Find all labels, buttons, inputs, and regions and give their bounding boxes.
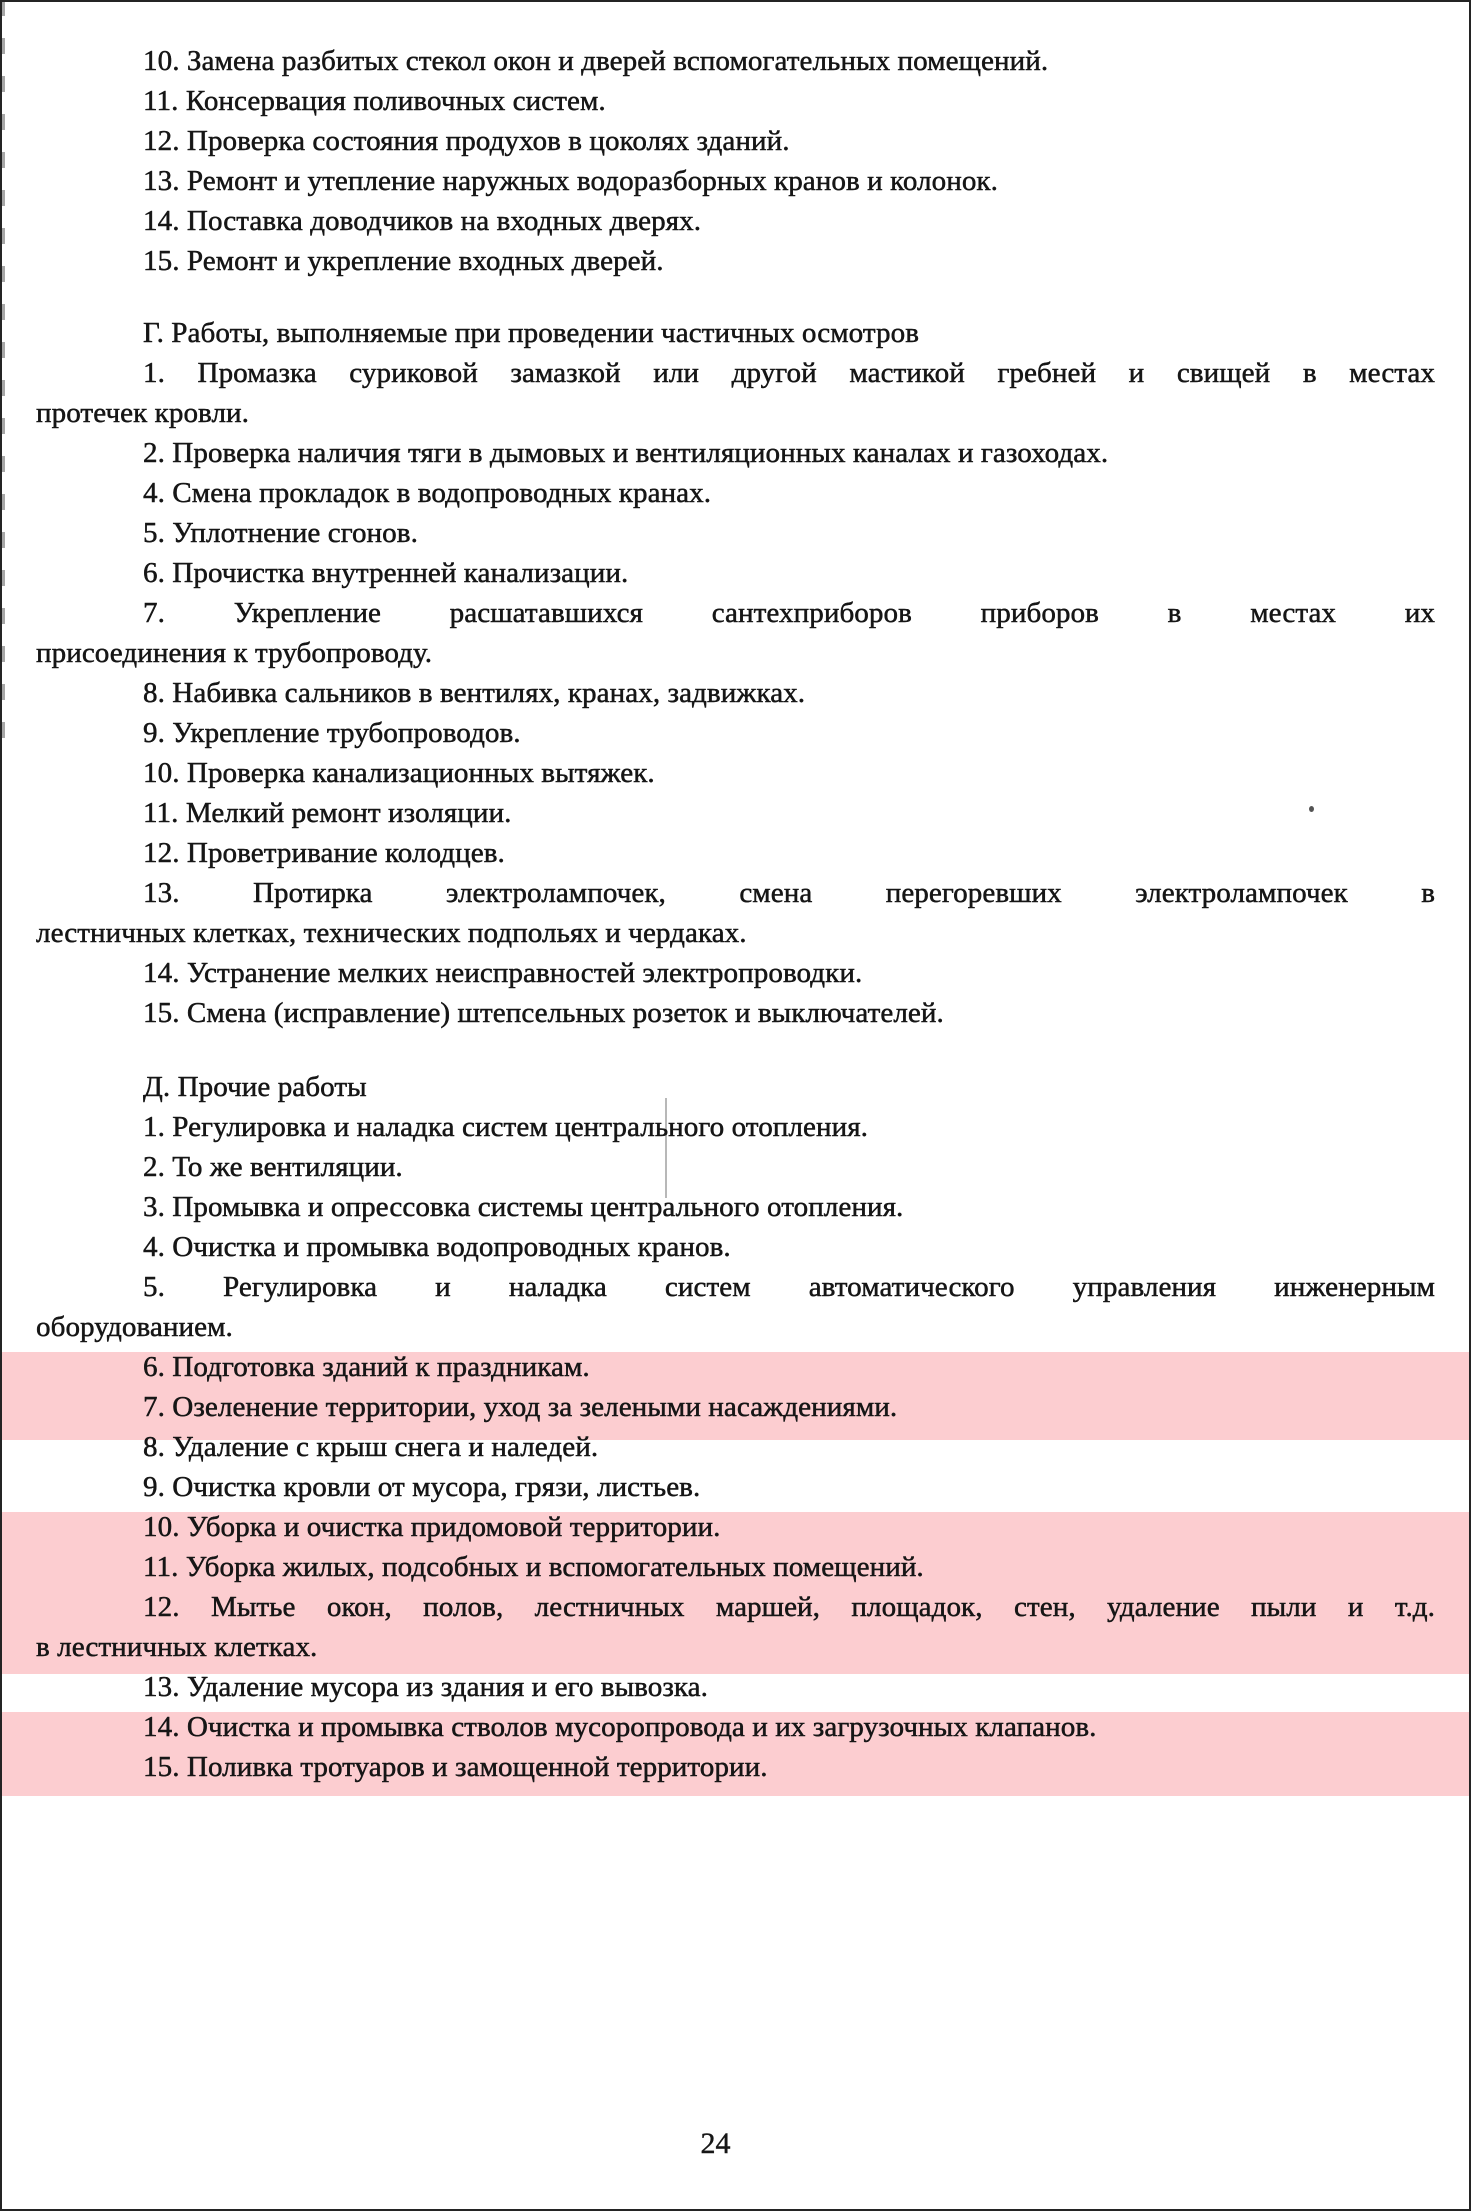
list-item: 6. Прочистка внутренней канализации. xyxy=(143,557,629,589)
list-item-highlighted: 12. Мытье окон, полов, лестничных маршей, площадок, стен, удаление пыли и т.д. xyxy=(143,1591,1435,1623)
list-item: 4. Очистка и промывка водопроводных кранов. xyxy=(143,1231,731,1263)
list-item-highlighted: 14. Очистка и промывка стволов мусоропровода и их загрузочных клапанов. xyxy=(143,1711,1097,1743)
list-item-highlighted: 10. Уборка и очистка придомовой территории. xyxy=(143,1511,721,1543)
list-item-highlighted: 11. Уборка жилых, подсобных и вспомогательных помещений. xyxy=(143,1551,924,1583)
section-g-heading: Г. Работы, выполняемые при проведении частичных осмотров xyxy=(143,317,919,349)
list-item: 3. Промывка и опрессовка системы центрального отопления. xyxy=(143,1191,904,1223)
scan-edge-noise xyxy=(0,0,5,745)
list-item: 5. Уплотнение сгонов. xyxy=(143,517,418,549)
list-item: 1. Промазка суриковой замазкой или другой мастикой гребней и свищей в местах xyxy=(143,357,1435,389)
list-item: 4. Смена прокладок в водопроводных кранах. xyxy=(143,477,712,509)
list-item-continuation: протечек кровли. xyxy=(36,397,249,429)
list-item: 15. Смена (исправление) штепсельных розеток и выключателей. xyxy=(143,997,944,1029)
list-item: 12. Проветривание колодцев. xyxy=(143,837,505,869)
list-item-highlighted: 6. Подготовка зданий к праздникам. xyxy=(143,1351,590,1383)
list-item: 11. Консервация поливочных систем. xyxy=(143,85,606,117)
list-item: 10. Проверка канализационных вытяжек. xyxy=(143,757,655,789)
list-item: 8. Набивка сальников в вентилях, кранах, задвижках. xyxy=(143,677,806,709)
list-item: 5. Регулировка и наладка систем автоматического управления инженерным xyxy=(143,1271,1435,1303)
list-item-continuation: присоединения к трубопроводу. xyxy=(36,637,433,669)
list-item: 2. Проверка наличия тяги в дымовых и вентиляционных каналах и газоходах. xyxy=(143,437,1109,469)
list-item: 13. Протирка электролампочек, смена перегоревших электролампочек в xyxy=(143,877,1435,909)
section-d-heading: Д. Прочие работы xyxy=(143,1071,367,1103)
list-item: 13. Ремонт и утепление наружных водоразборных кранов и колонок. xyxy=(143,165,998,197)
list-item: 9. Очистка кровли от мусора, грязи, листьев. xyxy=(143,1471,701,1503)
list-item: 12. Проверка состояния продухов в цоколях зданий. xyxy=(143,125,790,157)
list-item: 9. Укрепление трубопроводов. xyxy=(143,717,521,749)
list-item: 1. Регулировка и наладка систем центрального отопления. xyxy=(143,1111,868,1143)
list-item: 2. То же вентиляции. xyxy=(143,1151,403,1183)
intro-list xyxy=(36,41,1435,281)
list-item: 7. Укрепление расшатавшихся сантехприборов приборов в местах их xyxy=(143,597,1435,629)
page-number: 24 xyxy=(700,2127,731,2160)
list-item: 8. Удаление с крыш снега и наледей. xyxy=(143,1431,599,1463)
list-item: 15. Ремонт и укрепление входных дверей. xyxy=(143,245,664,277)
list-item-continuation: в лестничных клетках. xyxy=(36,1631,318,1663)
list-item: 10. Замена разбитых стекол окон и дверей вспомогательных помещений. xyxy=(143,45,1049,77)
section-g xyxy=(36,313,1435,1033)
section-d xyxy=(36,1067,1435,1787)
list-item: 14. Поставка доводчиков на входных дверях. xyxy=(143,205,702,237)
list-item: 11. Мелкий ремонт изоляции. xyxy=(143,797,512,829)
list-item-highlighted: 15. Поливка тротуаров и замощенной территории. xyxy=(143,1751,768,1783)
list-item-highlighted: 7. Озеленение территории, уход за зелеными насаждениями. xyxy=(143,1391,898,1423)
list-item: 14. Устранение мелких неисправностей электропроводки. xyxy=(143,957,863,989)
list-item-continuation: лестничных клетках, технических подпольях и чердаках. xyxy=(36,917,747,949)
list-item: 13. Удаление мусора из здания и его вывозка. xyxy=(143,1671,708,1703)
list-item-continuation: оборудованием. xyxy=(36,1311,233,1343)
